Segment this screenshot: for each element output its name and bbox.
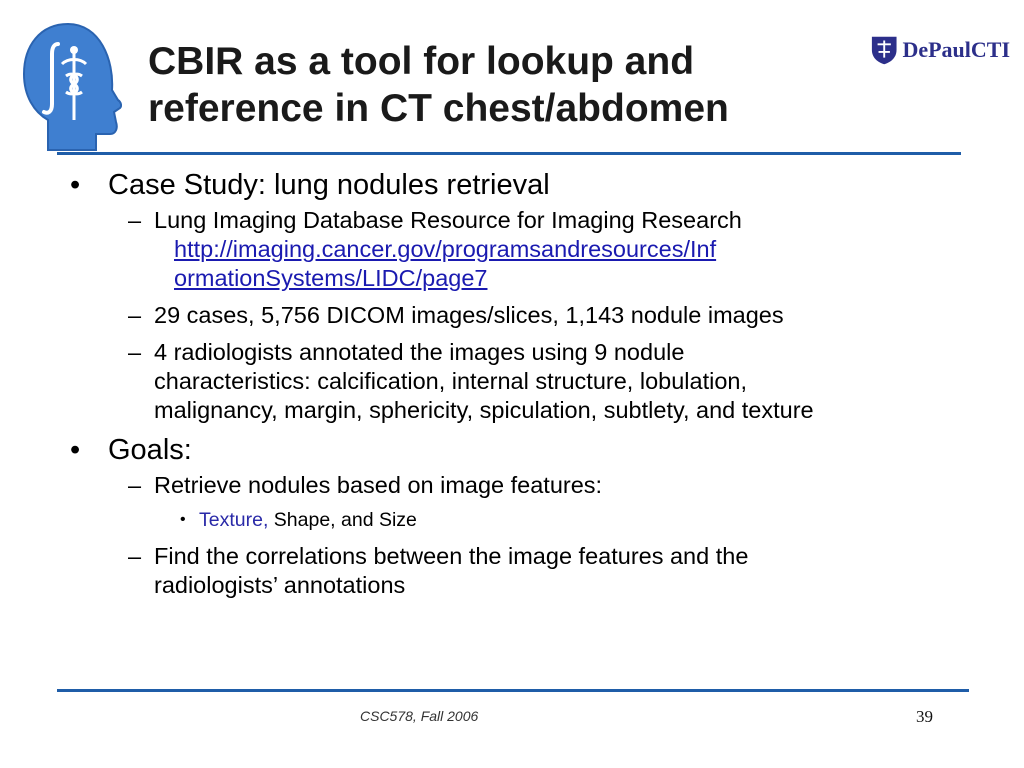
dash-mark: –	[128, 302, 142, 328]
brand-text: DePaulCTI	[902, 37, 1010, 62]
sub-bullet-text: 29 cases, 5,756 DICOM images/slices, 1,143 nodule images	[154, 302, 784, 328]
title-divider	[57, 152, 961, 155]
sub-bullet-retrieve	[68, 471, 968, 500]
sub-bullet-text: Retrieve nodules based on image features:	[154, 472, 603, 498]
sub-bullet-text-line-2: radiologists’ annotations	[154, 572, 406, 598]
slide-body	[68, 168, 968, 608]
sub-bullet-text: Lung Imaging Database Resource for Imaging Research	[154, 207, 742, 233]
lidc-link-line-1[interactable]: http://imaging.cancer.gov/programsandresources/Inf	[174, 236, 717, 262]
page-number: 39	[916, 707, 933, 726]
sub-bullet-correlations	[68, 542, 968, 600]
slide-title	[148, 38, 848, 132]
shield-crest-icon	[870, 34, 898, 66]
title-line-1: CBIR as a tool for lookup and	[148, 40, 695, 83]
dash-mark: –	[128, 339, 142, 365]
bullet-goals	[68, 433, 968, 467]
sub-sub-bullet-features	[68, 508, 968, 532]
bullet-text: Goals:	[108, 434, 192, 466]
texture-highlight: Texture,	[199, 509, 269, 531]
depaul-cti-logo	[870, 33, 1010, 67]
bullet-text: Case Study: lung nodules retrieval	[108, 169, 550, 201]
sub-bullet-text-line-2: characteristics: calcification, internal structure, lobulation,	[154, 368, 747, 394]
dash-mark: –	[128, 472, 142, 498]
bullet-case-study	[68, 168, 968, 202]
lidc-link-line-2[interactable]: ormationSystems/LIDC/page7	[174, 265, 488, 291]
bullet-mark: •	[70, 169, 81, 201]
bullet-mark: •	[70, 434, 81, 466]
sub-bullet-text-line-1: Find the correlations between the image features and the	[154, 543, 749, 569]
sub-bullet-cases	[68, 301, 968, 330]
head-profile-caduceus-icon	[18, 20, 122, 154]
dash-mark: –	[128, 207, 142, 233]
footer-divider	[57, 689, 969, 692]
sub-bullet-text-line-1: 4 radiologists annotated the images using 9 nodule	[154, 339, 685, 365]
sub-bullet-radiologists	[68, 338, 968, 425]
footer-course: CSC578, Fall 2006	[360, 708, 479, 724]
bullet-mark: •	[180, 511, 186, 528]
sub-bullet-lidc	[68, 206, 968, 293]
title-line-2: reference in CT chest/abdomen	[148, 87, 729, 130]
sub-bullet-text-line-3: malignancy, margin, sphericity, spiculation, subtlety, and texture	[154, 397, 814, 423]
dash-mark: –	[128, 543, 142, 569]
features-rest: Shape, and Size	[268, 509, 417, 531]
